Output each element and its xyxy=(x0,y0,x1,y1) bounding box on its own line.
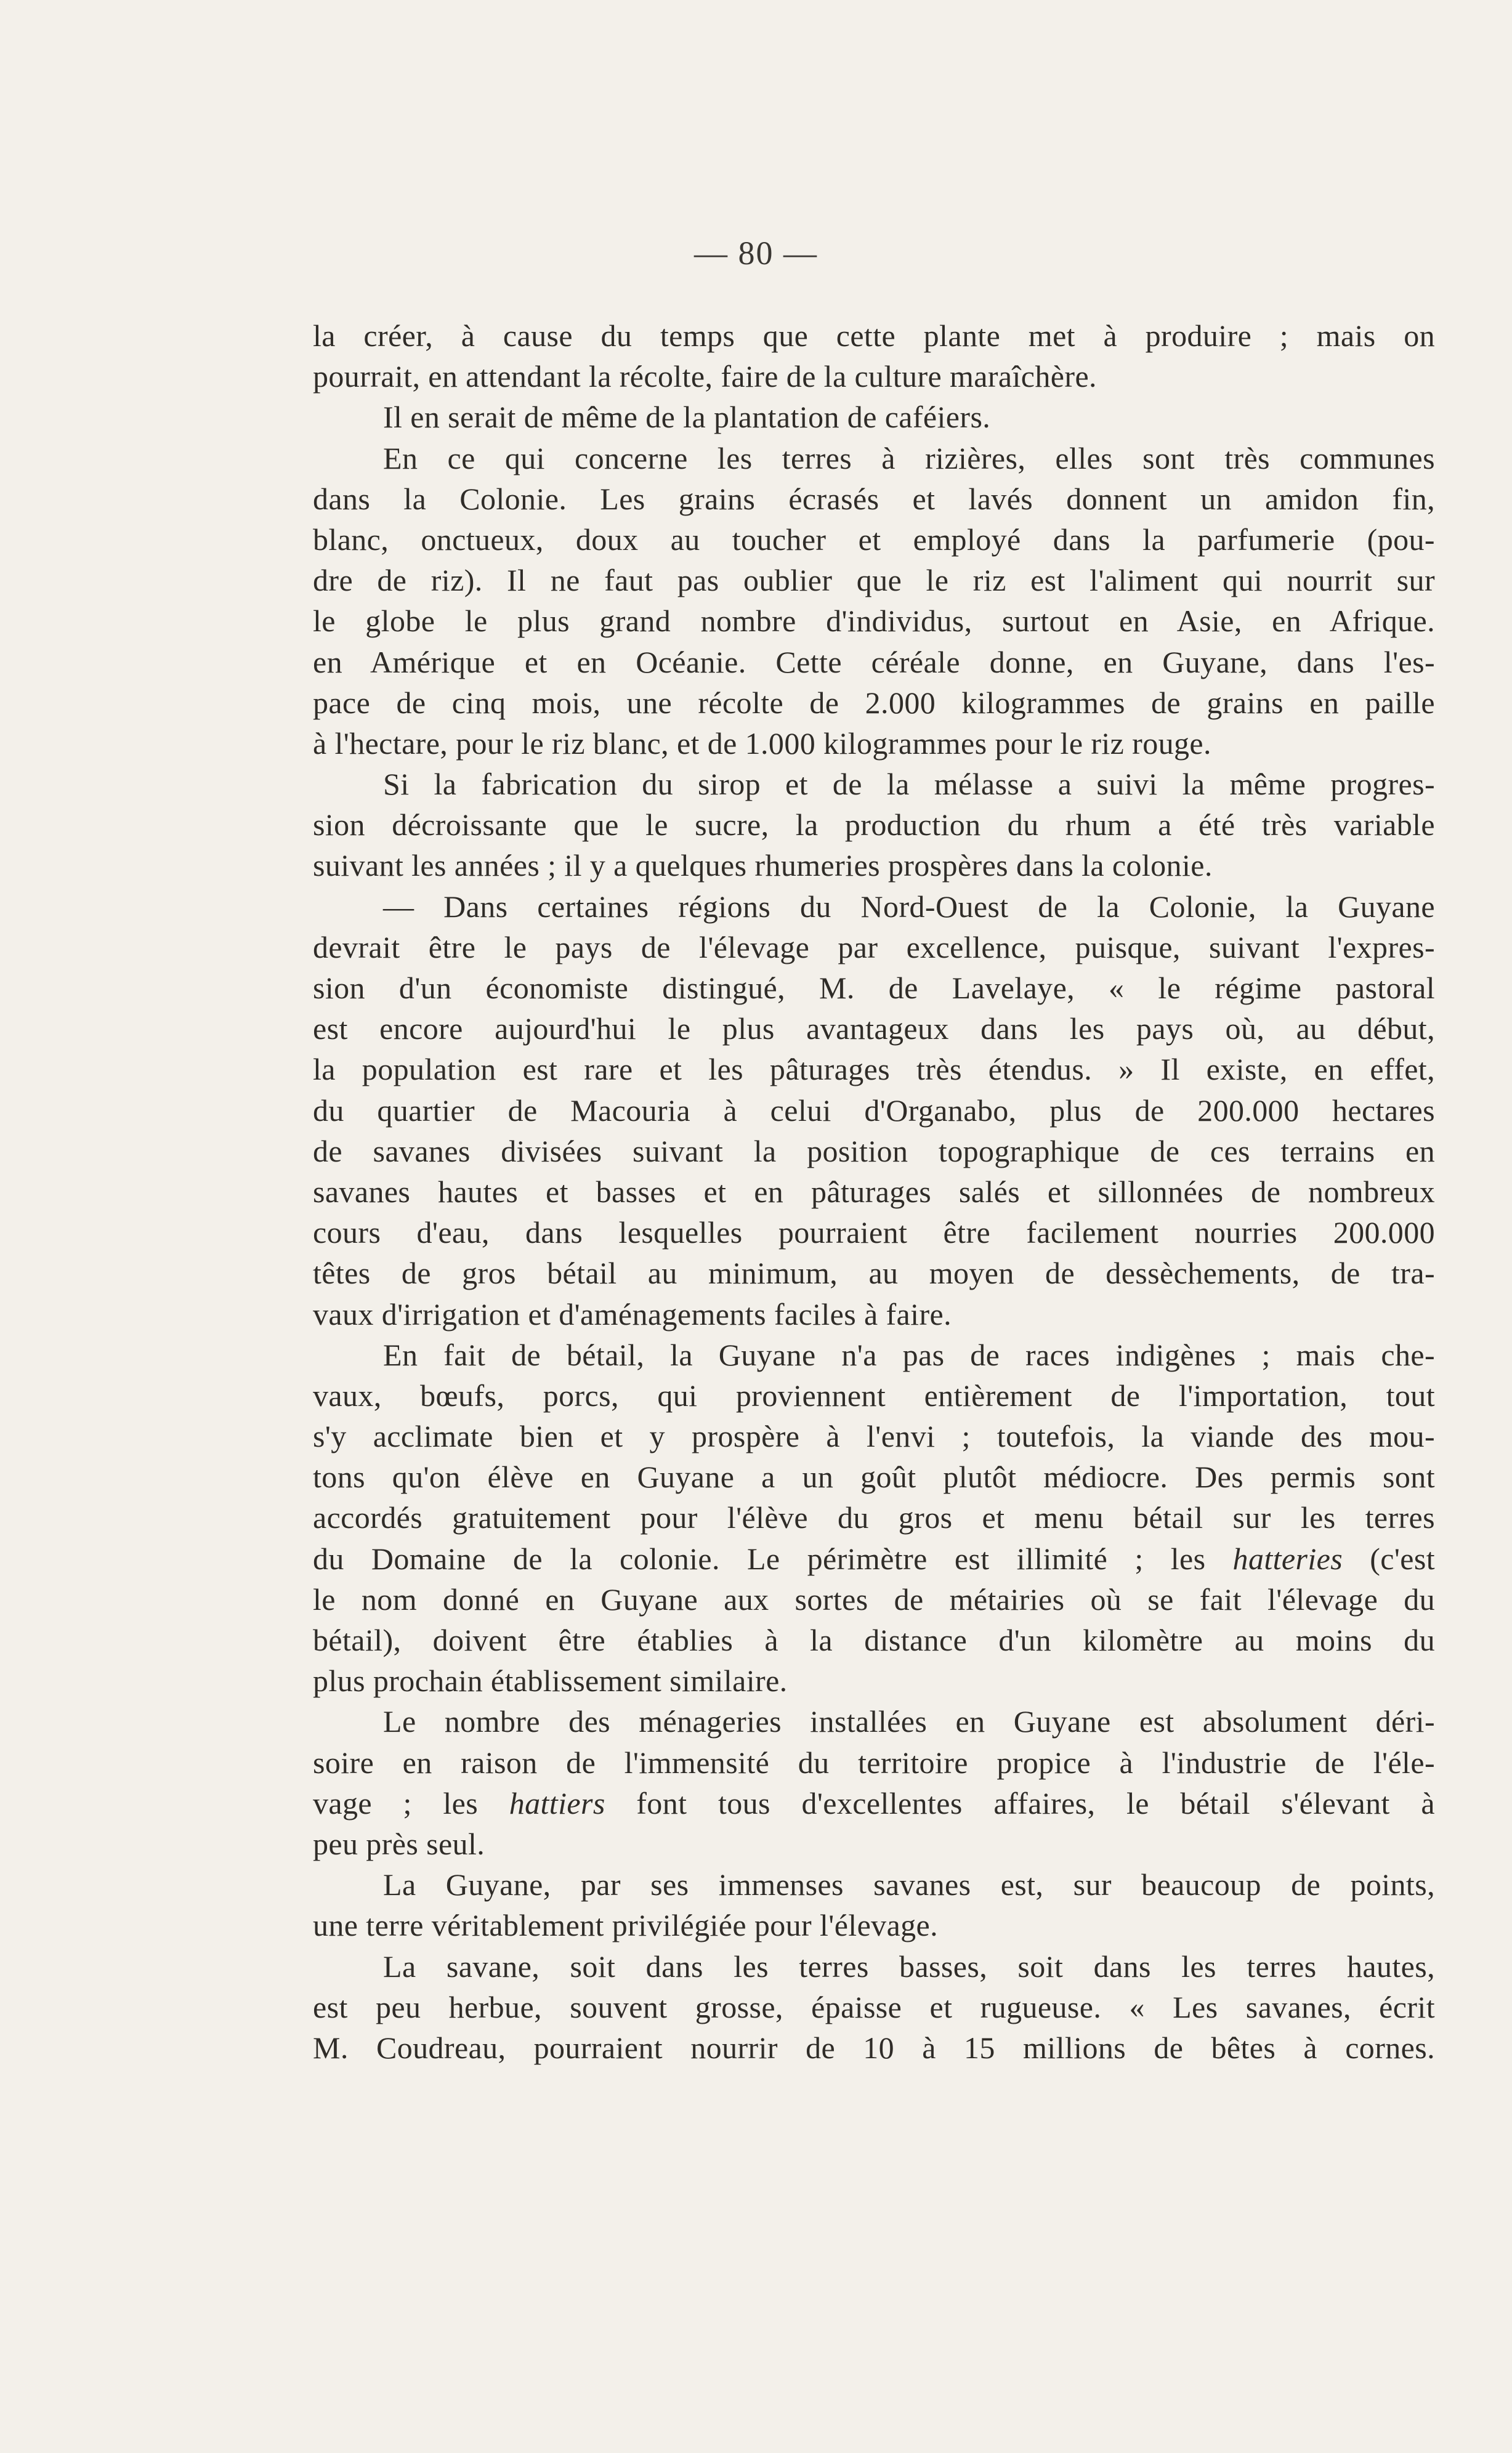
text-line: tons qu'on élève en Guyane a un goût plutôt médiocre. Des permis sont xyxy=(313,1460,1435,1495)
body-text xyxy=(313,315,1435,2068)
text-line: sion d'un économiste distingué, M. de Lavelaye, « le régime pastoral xyxy=(313,971,1435,1005)
text-line: En fait de bétail, la Guyane n'a pas de races indigènes ; mais che- xyxy=(383,1337,1435,1372)
text-line: peu près seul. xyxy=(313,1826,485,1861)
text-line: En ce qui concerne les terres à rizières, elles sont très communes xyxy=(383,440,1435,475)
text-line: pace de cinq mois, une récolte de 2.000 kilogrammes de grains en paille xyxy=(313,685,1435,720)
text-line: accordés gratuitement pour l'élève du gros et menu bétail sur les terres xyxy=(313,1500,1435,1535)
text-line: une terre véritablement privilégiée pour l'élevage. xyxy=(313,1908,939,1943)
text-line: est encore aujourd'hui le plus avantageux dans les pays où, au début, xyxy=(313,1011,1435,1046)
text-line: têtes de gros bétail au minimum, au moyen de dessèchements, de tra- xyxy=(313,1256,1435,1291)
text-line: soire en raison de l'immensité du territoire propice à l'industrie de l'éle- xyxy=(313,1745,1435,1780)
text-line: s'y acclimate bien et y prospère à l'envi ; toutefois, la viande des mou- xyxy=(313,1419,1435,1454)
text-line: la créer, à cause du temps que cette plante met à produire ; mais on xyxy=(313,318,1435,353)
text-line: — Dans certaines régions du Nord-Ouest de la Colonie, la Guyane xyxy=(383,889,1435,924)
text-line: de savanes divisées suivant la position topographique de ces terrains en xyxy=(313,1133,1435,1168)
text-line: sion décroissante que le sucre, la production du rhum a été très variable xyxy=(313,807,1435,843)
text-line: le nom donné en Guyane aux sortes de métairies où se fait l'élevage du xyxy=(313,1582,1435,1617)
text-line: en Amérique et en Océanie. Cette céréale donne, en Guyane, dans l'es- xyxy=(313,644,1435,679)
text-line: dre de riz). Il ne faut pas oublier que le riz est l'aliment qui nourrit sur xyxy=(313,563,1435,598)
text-line: Le nombre des ménageries installées en Guyane est absolument déri- xyxy=(383,1704,1435,1739)
page-number: — 80 — xyxy=(694,235,818,272)
text-line: à l'hectare, pour le riz blanc, et de 1.000 kilogrammes pour le riz rouge. xyxy=(313,725,1211,761)
text-line: La Guyane, par ses immenses savanes est, sur beaucoup de points, xyxy=(383,1867,1435,1902)
text-line: dans la Colonie. Les grains écrasés et lavés donnent un amidon fin, xyxy=(313,481,1435,516)
text-line: pourrait, en attendant la récolte, faire de la culture maraîchère. xyxy=(313,359,1097,394)
text-line: blanc, onctueux, doux au toucher et employé dans la parfumerie (pou- xyxy=(313,522,1435,557)
text-line: Si la fabrication du sirop et de la mélasse a suivi la même progres- xyxy=(383,767,1435,802)
text-line: vaux, bœufs, porcs, qui proviennent entièrement de l'importation, tout xyxy=(313,1378,1435,1413)
text-line: est peu herbue, souvent grosse, épaisse et rugueuse. « Les savanes, écrit xyxy=(313,1989,1435,2024)
italic-term: hattiers xyxy=(509,1785,605,1821)
text-line: du quartier de Macouria à celui d'Organabo, plus de 200.000 hectares xyxy=(313,1093,1435,1128)
text-line: plus prochain établissement similaire. xyxy=(313,1663,788,1699)
italic-term: hatteries xyxy=(1232,1541,1343,1576)
text-line: savanes hautes et basses et en pâturages salés et sillonnées de nombreux xyxy=(313,1174,1435,1209)
text-line: M. Coudreau, pourraient nourrir de 10 à 15 millions de bêtes à cornes. xyxy=(313,2030,1435,2065)
text-line: La savane, soit dans les terres basses, soit dans les terres hautes, xyxy=(383,1949,1435,1984)
text-line: devrait être le pays de l'élevage par excellence, puisque, suivant l'expres- xyxy=(313,929,1435,964)
text-line: la population est rare et les pâturages très étendus. » Il existe, en effet, xyxy=(313,1052,1435,1087)
text-line: Il en serait de même de la plantation de caféiers. xyxy=(383,400,991,435)
text-line: vage ; les hattiers font tous d'excellentes affaires, le bétail s'élevant à xyxy=(313,1785,1435,1821)
text-line: bétail), doivent être établies à la distance d'un kilomètre au moins du xyxy=(313,1623,1435,1657)
text-line: le globe le plus grand nombre d'individus, surtout en Asie, en Afrique. xyxy=(313,604,1435,639)
text-line: vaux d'irrigation et d'aménagements faciles à faire. xyxy=(313,1296,952,1332)
text-line: suivant les années ; il y a quelques rhumeries prospères dans la colonie. xyxy=(313,848,1213,883)
text-line: du Domaine de la colonie. Le périmètre est illimité ; les hatteries (c'est xyxy=(313,1541,1435,1576)
text-line: cours d'eau, dans lesquelles pourraient être facilement nourries 200.000 xyxy=(313,1215,1435,1250)
